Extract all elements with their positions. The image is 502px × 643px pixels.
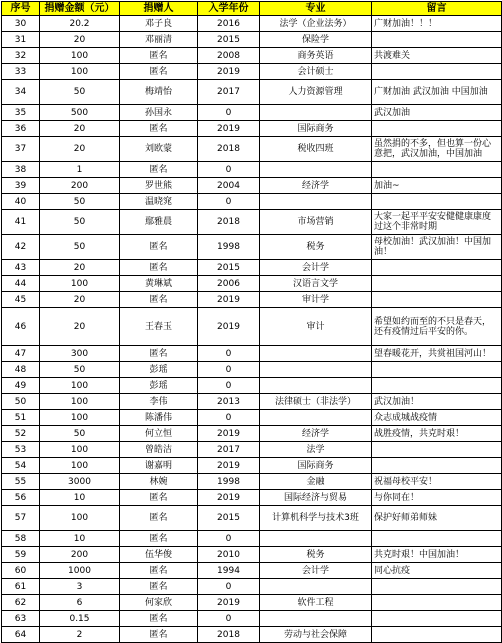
cell-amount: 50: [40, 194, 120, 210]
cell-message: [372, 121, 502, 137]
cell-amount: 20: [40, 121, 120, 137]
cell-index: 36: [2, 121, 40, 137]
table-row: [2, 308, 502, 346]
table-row: [2, 276, 502, 292]
cell-year: 2019: [198, 490, 260, 506]
cell-message: [372, 442, 502, 458]
cell-donor: 匿名: [120, 531, 198, 547]
cell-donor: 刘欧蒙: [120, 137, 198, 162]
cell-message: [372, 362, 502, 378]
cell-year: 2016: [198, 16, 260, 32]
cell-major: [260, 410, 372, 426]
cell-index: 54: [2, 458, 40, 474]
cell-index: 34: [2, 80, 40, 105]
cell-index: 56: [2, 490, 40, 506]
cell-index: 52: [2, 426, 40, 442]
cell-year: 2019: [198, 458, 260, 474]
cell-message: 众志成城战疫情: [372, 410, 502, 426]
cell-index: 48: [2, 362, 40, 378]
cell-amount: 20: [40, 260, 120, 276]
header-year: 入学年份: [198, 2, 260, 16]
cell-amount: 1000: [40, 563, 120, 579]
table-row: [2, 490, 502, 506]
cell-amount: 50: [40, 210, 120, 235]
table-row: [2, 627, 502, 643]
table-row: [2, 362, 502, 378]
cell-index: 45: [2, 292, 40, 308]
cell-index: 62: [2, 595, 40, 611]
cell-year: 0: [198, 531, 260, 547]
cell-message: [372, 378, 502, 394]
cell-message: [372, 627, 502, 643]
table-row: [2, 48, 502, 64]
cell-major: 国际经济与贸易: [260, 490, 372, 506]
cell-major: 劳动与社会保障: [260, 627, 372, 643]
cell-amount: 100: [40, 394, 120, 410]
cell-major: 汉语言文学: [260, 276, 372, 292]
cell-amount: 20: [40, 292, 120, 308]
table-row: [2, 16, 502, 32]
cell-donor: 罗世熊: [120, 178, 198, 194]
table-row: [2, 547, 502, 563]
table-row: [2, 394, 502, 410]
cell-amount: 300: [40, 346, 120, 362]
cell-major: 市场营销: [260, 210, 372, 235]
cell-major: 国际商务: [260, 458, 372, 474]
cell-year: 2006: [198, 276, 260, 292]
cell-major: 税收四班: [260, 137, 372, 162]
cell-index: 37: [2, 137, 40, 162]
cell-year: 2015: [198, 32, 260, 48]
cell-amount: 50: [40, 362, 120, 378]
table-row: [2, 80, 502, 105]
cell-message: [372, 162, 502, 178]
cell-donor: 伍华俊: [120, 547, 198, 563]
cell-donor: 匿名: [120, 506, 198, 531]
cell-major: [260, 105, 372, 121]
cell-year: 1994: [198, 563, 260, 579]
cell-donor: 温晓窕: [120, 194, 198, 210]
cell-index: 64: [2, 627, 40, 643]
header-major: 专业: [260, 2, 372, 16]
cell-major: [260, 162, 372, 178]
cell-year: 2019: [198, 308, 260, 346]
cell-major: 审计学: [260, 292, 372, 308]
table-row: [2, 442, 502, 458]
cell-major: 国际商务: [260, 121, 372, 137]
cell-amount: 50: [40, 426, 120, 442]
cell-message: 武汉加油: [372, 105, 502, 121]
cell-major: 金融: [260, 474, 372, 490]
cell-index: 61: [2, 579, 40, 595]
cell-year: 2017: [198, 442, 260, 458]
cell-donor: 匿名: [120, 346, 198, 362]
cell-year: 2019: [198, 595, 260, 611]
cell-index: 31: [2, 32, 40, 48]
cell-message: 大家一起平平安安健健康康度过这个非常时期: [372, 210, 502, 235]
cell-amount: 10: [40, 531, 120, 547]
cell-message: 母校加油！武汉加油！中国加油！: [372, 235, 502, 260]
cell-message: 虽然捐的不多，但也算一份心意把，武汉加油，中国加油: [372, 137, 502, 162]
cell-major: [260, 611, 372, 627]
cell-major: 会计学: [260, 563, 372, 579]
table-row: [2, 410, 502, 426]
cell-message: [372, 292, 502, 308]
cell-major: 经济学: [260, 178, 372, 194]
cell-donor: 何家欣: [120, 595, 198, 611]
table-row: [2, 426, 502, 442]
cell-amount: 1: [40, 162, 120, 178]
header-donor: 捐赠人: [120, 2, 198, 16]
cell-amount: 3000: [40, 474, 120, 490]
cell-message: [372, 32, 502, 48]
cell-major: 计算机科学与技术3班: [260, 506, 372, 531]
table-row: [2, 611, 502, 627]
table-row: [2, 458, 502, 474]
cell-donor: 梅靖怡: [120, 80, 198, 105]
cell-message: [372, 611, 502, 627]
cell-index: 51: [2, 410, 40, 426]
cell-year: 2019: [198, 292, 260, 308]
cell-year: 0: [198, 362, 260, 378]
table-row: [2, 260, 502, 276]
donation-table: [1, 1, 502, 643]
cell-amount: 100: [40, 276, 120, 292]
cell-index: 53: [2, 442, 40, 458]
cell-donor: 匿名: [120, 627, 198, 643]
cell-amount: 100: [40, 410, 120, 426]
cell-major: 税务: [260, 235, 372, 260]
cell-major: 税务: [260, 547, 372, 563]
cell-message: 祝福母校平安！: [372, 474, 502, 490]
cell-amount: 20.2: [40, 16, 120, 32]
cell-year: 2015: [198, 506, 260, 531]
header-index: 序号: [2, 2, 40, 16]
cell-message: 共克时艰！中国加油！: [372, 547, 502, 563]
cell-year: 2008: [198, 48, 260, 64]
cell-amount: 10: [40, 490, 120, 506]
cell-index: 39: [2, 178, 40, 194]
cell-donor: 邓丽清: [120, 32, 198, 48]
cell-amount: 100: [40, 48, 120, 64]
cell-donor: 匿名: [120, 579, 198, 595]
cell-donor: 鄢雅晨: [120, 210, 198, 235]
cell-major: 经济学: [260, 426, 372, 442]
cell-major: 保险学: [260, 32, 372, 48]
cell-message: 加油~: [372, 178, 502, 194]
cell-message: [372, 276, 502, 292]
cell-amount: 50: [40, 80, 120, 105]
cell-year: 2019: [198, 64, 260, 80]
cell-index: 35: [2, 105, 40, 121]
cell-amount: 100: [40, 64, 120, 80]
cell-amount: 2: [40, 627, 120, 643]
table-row: [2, 210, 502, 235]
cell-donor: 彭瑶: [120, 362, 198, 378]
table-row: [2, 292, 502, 308]
cell-donor: 匿名: [120, 490, 198, 506]
cell-amount: 20: [40, 32, 120, 48]
cell-index: 58: [2, 531, 40, 547]
cell-donor: 匿名: [120, 162, 198, 178]
cell-year: 0: [198, 194, 260, 210]
cell-donor: 邓子良: [120, 16, 198, 32]
cell-major: 软件工程: [260, 595, 372, 611]
cell-donor: 匿名: [120, 260, 198, 276]
table-row: [2, 162, 502, 178]
cell-message: [372, 194, 502, 210]
cell-index: 63: [2, 611, 40, 627]
cell-year: 2019: [198, 426, 260, 442]
cell-message: 共渡难关: [372, 48, 502, 64]
cell-year: 2015: [198, 260, 260, 276]
cell-year: 0: [198, 162, 260, 178]
cell-major: 法律硕士（非法学）: [260, 394, 372, 410]
cell-message: [372, 260, 502, 276]
cell-major: 商务英语: [260, 48, 372, 64]
cell-amount: 20: [40, 308, 120, 346]
cell-major: 审计: [260, 308, 372, 346]
cell-message: 希望如约而至的不只是春天，还有疫情过后平安的你。: [372, 308, 502, 346]
cell-index: 46: [2, 308, 40, 346]
cell-message: 武汉加油！: [372, 394, 502, 410]
cell-year: 1998: [198, 474, 260, 490]
cell-donor: 陈潘伟: [120, 410, 198, 426]
cell-message: 战胜疫情，共克时艰！: [372, 426, 502, 442]
cell-major: [260, 531, 372, 547]
cell-index: 47: [2, 346, 40, 362]
table-row: [2, 595, 502, 611]
cell-message: 广财加油 武汉加油 中国加油: [372, 80, 502, 105]
table-row: [2, 579, 502, 595]
cell-message: [372, 579, 502, 595]
cell-message: 保护好师弟师妹: [372, 506, 502, 531]
cell-message: [372, 64, 502, 80]
cell-donor: 谢嘉明: [120, 458, 198, 474]
cell-major: 法学: [260, 442, 372, 458]
table-row: [2, 178, 502, 194]
table-row: [2, 235, 502, 260]
table-row: [2, 346, 502, 362]
table-row: [2, 64, 502, 80]
cell-donor: 匿名: [120, 235, 198, 260]
cell-donor: 何立恒: [120, 426, 198, 442]
cell-message: [372, 595, 502, 611]
cell-index: 41: [2, 210, 40, 235]
cell-year: 2017: [198, 80, 260, 105]
cell-amount: 3: [40, 579, 120, 595]
header-amount: 捐赠金额（元）: [40, 2, 120, 16]
table-row: [2, 378, 502, 394]
cell-major: 人力资源管理: [260, 80, 372, 105]
cell-amount: 100: [40, 506, 120, 531]
cell-year: 1998: [198, 235, 260, 260]
cell-amount: 20: [40, 137, 120, 162]
cell-message: 同心抗疫: [372, 563, 502, 579]
cell-message: 望春暖花开，共赏祖国河山！: [372, 346, 502, 362]
cell-year: 0: [198, 105, 260, 121]
cell-index: 55: [2, 474, 40, 490]
table-row: [2, 194, 502, 210]
cell-index: 59: [2, 547, 40, 563]
table-header-row: [2, 2, 502, 16]
cell-year: 2004: [198, 178, 260, 194]
table-row: [2, 474, 502, 490]
table-row: [2, 137, 502, 162]
table-row: [2, 506, 502, 531]
cell-donor: 王春玉: [120, 308, 198, 346]
cell-message: 广财加油！！！: [372, 16, 502, 32]
cell-major: [260, 579, 372, 595]
cell-index: 43: [2, 260, 40, 276]
cell-amount: 0.15: [40, 611, 120, 627]
cell-year: 0: [198, 346, 260, 362]
cell-amount: 6: [40, 595, 120, 611]
cell-amount: 100: [40, 378, 120, 394]
cell-major: [260, 378, 372, 394]
cell-year: 2019: [198, 121, 260, 137]
cell-donor: 匿名: [120, 292, 198, 308]
cell-amount: 200: [40, 547, 120, 563]
cell-index: 32: [2, 48, 40, 64]
cell-amount: 100: [40, 458, 120, 474]
cell-index: 57: [2, 506, 40, 531]
cell-donor: 匿名: [120, 121, 198, 137]
cell-year: 2018: [198, 210, 260, 235]
cell-major: [260, 346, 372, 362]
table-body: [2, 16, 502, 643]
cell-major: [260, 362, 372, 378]
cell-donor: 匿名: [120, 48, 198, 64]
table-row: [2, 32, 502, 48]
cell-index: 60: [2, 563, 40, 579]
header-message: 留言: [372, 2, 502, 16]
cell-donor: 林婉: [120, 474, 198, 490]
cell-year: 2013: [198, 394, 260, 410]
cell-donor: 匿名: [120, 563, 198, 579]
cell-year: 2018: [198, 627, 260, 643]
cell-year: 2010: [198, 547, 260, 563]
cell-index: 50: [2, 394, 40, 410]
cell-donor: 曾皓洁: [120, 442, 198, 458]
cell-major: 会计硕士: [260, 64, 372, 80]
cell-message: [372, 531, 502, 547]
cell-donor: 匿名: [120, 64, 198, 80]
cell-amount: 200: [40, 178, 120, 194]
cell-index: 40: [2, 194, 40, 210]
cell-message: [372, 458, 502, 474]
cell-index: 42: [2, 235, 40, 260]
cell-message: 与你同在！: [372, 490, 502, 506]
cell-index: 49: [2, 378, 40, 394]
table-row: [2, 121, 502, 137]
cell-year: 0: [198, 611, 260, 627]
cell-donor: 黄琳斌: [120, 276, 198, 292]
cell-year: 2018: [198, 137, 260, 162]
cell-year: 0: [198, 378, 260, 394]
cell-major: [260, 194, 372, 210]
cell-amount: 100: [40, 442, 120, 458]
table-row: [2, 105, 502, 121]
cell-year: 0: [198, 579, 260, 595]
cell-year: 0: [198, 410, 260, 426]
table-row: [2, 563, 502, 579]
cell-index: 33: [2, 64, 40, 80]
cell-donor: 李伟: [120, 394, 198, 410]
cell-amount: 50: [40, 235, 120, 260]
cell-index: 30: [2, 16, 40, 32]
cell-donor: 彭瑶: [120, 378, 198, 394]
cell-amount: 500: [40, 105, 120, 121]
cell-major: 法学（企业法务）: [260, 16, 372, 32]
table-row: [2, 531, 502, 547]
cell-index: 38: [2, 162, 40, 178]
cell-major: 会计学: [260, 260, 372, 276]
cell-donor: 匿名: [120, 611, 198, 627]
cell-donor: 孙国永: [120, 105, 198, 121]
cell-index: 44: [2, 276, 40, 292]
